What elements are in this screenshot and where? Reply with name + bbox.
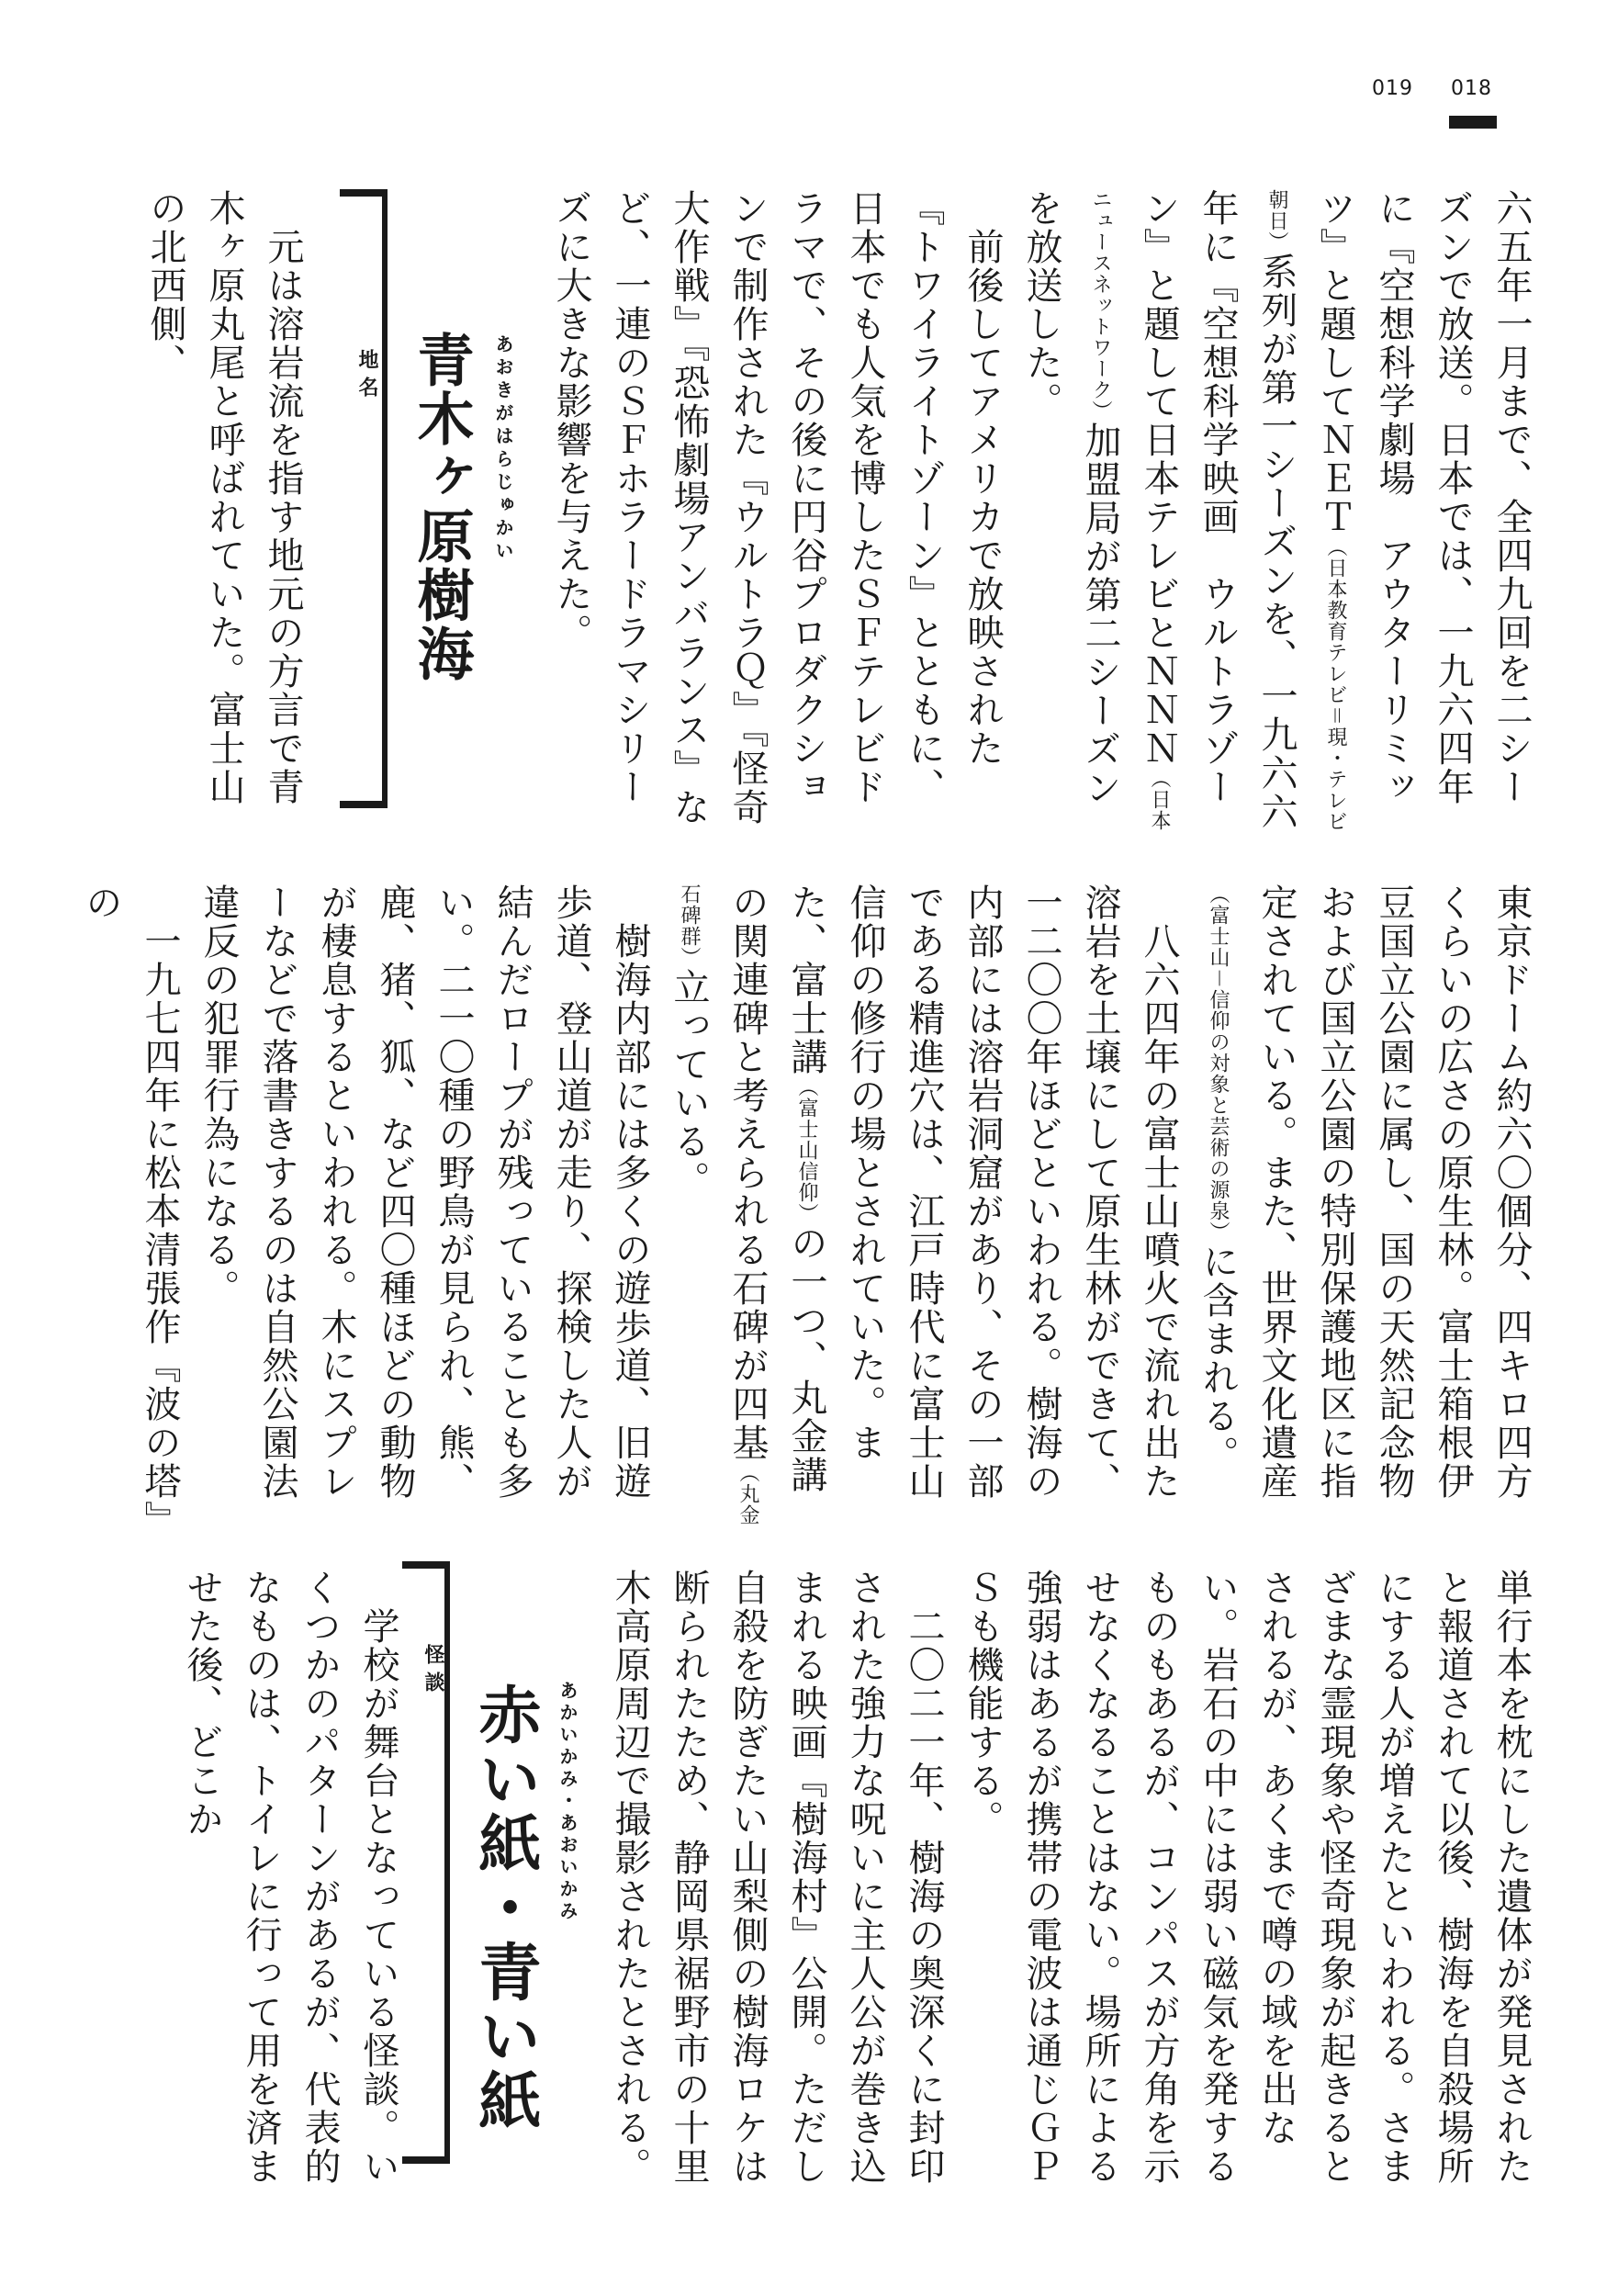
entry-title-furigana: あかいかみ・あおいかみ xyxy=(556,1681,579,1923)
entry-aokigahara-body xyxy=(80,884,1541,1526)
entry-aokigahara-continued xyxy=(609,1569,1541,2217)
paragraph: 一九七四年に松本清張作『波の塔』の xyxy=(80,884,181,1521)
heading-bracket xyxy=(340,189,388,808)
paragraph: 八六四年の富士山噴火で流れ出た溶岩を土壌にして原生林ができて、一二〇〇年ほどといわれる。樹海の内部には溶岩洞窟があり、その一部である精進穴は、江戸時代に富士山信仰の修行の場とされていた。また、富士講（富士山信仰）の一つ、丸金講の関連碑と考えられる石碑が四基（丸金石碑群）立っている。 xyxy=(668,884,1180,1525)
paragraph: 二〇二一年、樹海の奥深くに封印された強力な呪いに主人公が巻き込まれる映画『樹海村』公開。ただし自殺を防ぎたい山梨側の樹海ロケは断られたため、静岡県裾野市の十里木高原周辺で撮影されたとされる。 xyxy=(609,1569,945,2186)
entry-aokigahara-intro xyxy=(144,189,312,841)
entry-ufo-text xyxy=(408,189,1541,841)
category-label: 地名 xyxy=(355,349,378,404)
current-page-marker xyxy=(1449,116,1497,129)
paragraph: 東京ドーム約六〇個分、四キロ四方くらいの広さの原生林。富士箱根伊豆国立公園に属し、国の天然記念物および国立公園の特別保護地区に指定されている。また、世界文化遺産（富士山－信仰の対象と芸術の源泉）に含まれる。 xyxy=(1197,884,1533,1501)
entry-title-furigana: あおきがはらじゅかい xyxy=(492,334,514,564)
category-label: 怪談 xyxy=(421,1644,444,1699)
paragraph: 樹海内部には多くの遊歩道、旧遊歩道、登山道が走り、探検した人が結んだロープが残っていることも多い。二一〇種の野鳥が見られ、熊、鹿、猪、狐、など四〇種ほどの動物が棲息するといわれる。木にスプレーなどで落書きするのは自然公園法違反の犯罪行為になる。 xyxy=(197,884,651,1501)
paragraph: 六五年一月まで、全四九回を二シーズンで放送。日本では、一九六四年に『空想科学劇場 アウターリミッツ』と題してＮＥＴ（日本教育テレビ＝現・テレビ朝日）系列が第一シーズンを、一九六六年に『空想科学映画 ウルトラゾーン』と題して日本テレビとＮＮＮ（日本ニュースネットワーク）加盟局が第二シーズンを放送した。 xyxy=(1020,189,1533,833)
entry-title: 赤い紙・青い紙 xyxy=(468,1683,542,2133)
paragraph: 単行本を枕にした遺体が発見されたと報道されて以後、樹海を自殺場所にする人が増えたといわれる。さまざまな霊現象や怪奇現象が起きるとされるが、あくまで噂の域を出ない。岩石の中には弱い磁気を発するものもあるが、コンパスが方角を示せなくなることはない。場所による強弱はあるが携帯の電波は通じＧＰＳも機能する。 xyxy=(961,1569,1533,2186)
paragraph: 前後してアメリカで放映された『トワイライトゾーン』とともに、日本でも人気を博したＳＦテレビドラマで、その後に円谷プロダクションで制作された『ウルトラＱ』『怪奇大作戦』『恐怖劇場アンバランス』など、一連のＳＦホラードラマシリーズに大きな影響を与えた。 xyxy=(550,189,1004,827)
paragraph: 元は溶岩流を指す地元の方言で青木ヶ原丸尾と呼ばれていた。富士山の北西側、 xyxy=(144,189,304,806)
paragraph: 学校が舞台となっている怪談。いくつかのパターンがあるが、代表的なものは、トイレに行って用を済ませた後、どこか xyxy=(181,1569,399,2186)
page-number-left: 019 xyxy=(1372,77,1413,100)
page-number-right: 018 xyxy=(1451,77,1492,100)
entry-title: 青木ヶ原樹海 xyxy=(408,331,475,683)
entry-akaikami-text xyxy=(181,1569,408,2217)
